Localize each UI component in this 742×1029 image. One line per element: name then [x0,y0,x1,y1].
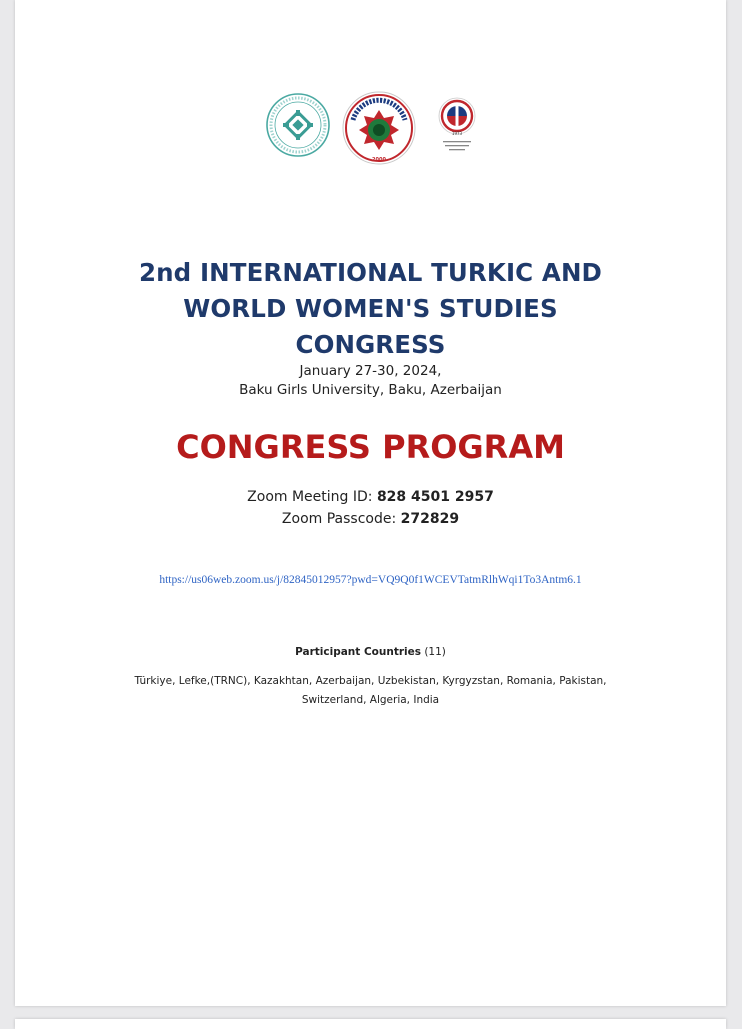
title-line-1: 2nd INTERNATIONAL TURKIC AND [138,258,602,287]
zoom-meeting-id: 828 4501 2957 [376,489,494,505]
zoom-passcode-label: Zoom Passcode: [281,511,401,527]
title-line-3: CONGRESS [295,330,446,359]
event-venue: Baku Girls University, Baku, Azerbaijan [239,382,502,398]
document-page [15,0,726,1006]
countries-line-2: Switzerland, Algeria, India [301,694,440,706]
zoom-link[interactable]: https://us06web.zoom.us/j/82845012957?pwd=VQ9Q0f1WCEVTatmRlhWqi1To3Antm6.1 [159,574,582,586]
event-details [15,362,726,400]
baku-girls-university-emblem-icon [341,90,417,166]
next-page-edge [15,1019,726,1029]
event-dates: January 27-30, 2024, [299,363,442,379]
logo-bar [15,92,726,164]
countries-line-1: Türkiye, Lefke,(TRNC), Kazakhtan, Azerbaijan, Uzbekistan, Kyrgyzstan, Romania, Pakistan, [134,675,607,687]
congress-title [15,255,726,363]
zoom-meeting-row [15,486,726,508]
zoom-passcode: 272829 [400,511,460,527]
participant-countries-list [15,672,726,710]
logo3-year: 1973 [451,131,463,136]
logo2-year: 2000 [372,157,386,163]
zoom-info [15,486,726,530]
zoom-passcode-row [15,508,726,530]
university-emblem-3-icon [429,96,493,160]
participant-countries-heading [15,646,726,658]
program-heading: CONGRESS PROGRAM [176,428,565,466]
zoom-meeting-label: Zoom Meeting ID: [247,489,377,505]
participant-countries-count: (11) [421,646,446,658]
participant-countries-label: Participant Countries [295,646,421,658]
title-line-2: WORLD WOMEN'S STUDIES [183,294,558,323]
university-emblem-1-icon [265,92,331,158]
